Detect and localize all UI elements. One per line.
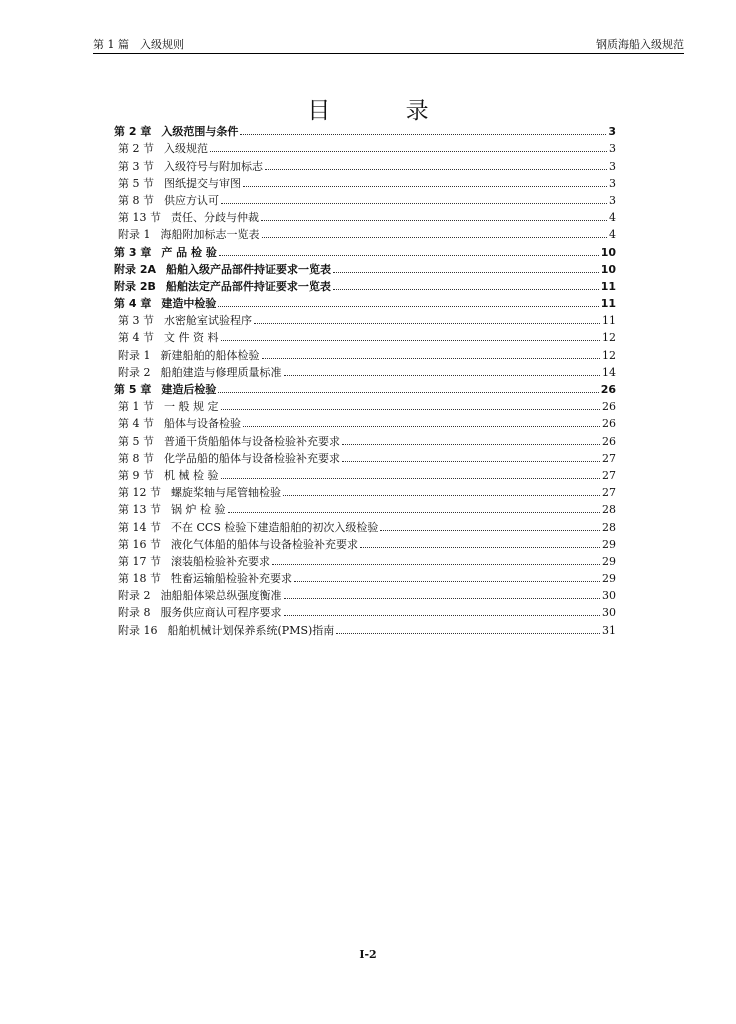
- toc-entry[interactable]: [114, 241, 616, 258]
- toc-entry[interactable]: [114, 224, 616, 241]
- toc-entry[interactable]: [114, 551, 616, 568]
- toc-entry-label: 第 4 节: [118, 417, 154, 431]
- dot-leader: [243, 426, 600, 427]
- toc-entry-label: 第 3 节: [118, 314, 154, 328]
- toc-entry[interactable]: [114, 379, 616, 396]
- toc-entry-title: 一 般 规 定: [164, 400, 219, 414]
- toc-entry-title: 入级范围与条件: [161, 125, 239, 139]
- toc-entry-title: 产 品 检 验: [161, 245, 217, 259]
- toc-entry-page: 3: [609, 193, 616, 207]
- toc-entry-page: 30: [602, 606, 616, 620]
- toc-entry-page: 27: [602, 486, 616, 500]
- dot-leader: [221, 478, 601, 479]
- dot-leader: [262, 237, 608, 238]
- toc-entry-title: 螺旋桨轴与尾管轴检验: [171, 486, 281, 500]
- toc-entry[interactable]: [114, 207, 616, 224]
- dot-leader: [360, 547, 600, 548]
- dot-leader: [221, 409, 601, 410]
- toc-entry-title: 服务供应商认可程序要求: [160, 606, 282, 620]
- toc-entry-label: 第 5 节: [118, 176, 154, 190]
- dot-leader: [284, 598, 601, 599]
- toc-entry[interactable]: [114, 276, 616, 293]
- toc-entry[interactable]: [114, 448, 616, 465]
- toc-entry[interactable]: [114, 362, 616, 379]
- toc-entry-page: 3: [609, 142, 616, 156]
- dot-leader: [218, 392, 598, 393]
- toc-entry-label: 第 9 节: [118, 468, 154, 482]
- dot-leader: [228, 512, 601, 513]
- toc-entry-label: 第 14 节: [118, 520, 161, 534]
- toc-entry-label: 附录 2A: [114, 262, 156, 276]
- dot-leader: [221, 203, 607, 204]
- toc-entry-title: 海船附加标志一览表: [160, 228, 260, 242]
- dot-leader: [240, 134, 606, 135]
- toc-entry-label: 第 16 节: [118, 537, 161, 551]
- toc-entry-title: 供应方认可: [164, 193, 219, 207]
- toc-entry-page: 31: [602, 623, 616, 637]
- toc-entry[interactable]: [114, 534, 616, 551]
- toc-entry-page: 27: [602, 451, 616, 465]
- toc-entry-label: 第 5 章: [114, 383, 152, 396]
- toc-entry-label: 第 8 节: [118, 451, 154, 465]
- toc-entry[interactable]: [114, 259, 616, 276]
- toc-entry-label: 附录 8: [118, 606, 151, 620]
- header-rule: [93, 53, 684, 54]
- toc-entry-label: 附录 2: [118, 365, 151, 379]
- toc-entry-label: 第 4 章: [114, 297, 152, 311]
- toc-entry-label: 第 13 节: [118, 503, 161, 517]
- toc-entry[interactable]: [114, 138, 616, 155]
- page-header: [93, 36, 684, 52]
- toc-entry-title: 船舶建造与修理质量标准: [160, 365, 282, 379]
- toc-entry-page: 12: [602, 348, 616, 362]
- toc-entry-page: 14: [602, 365, 616, 379]
- toc-entry-label: 第 2 章: [114, 125, 152, 139]
- dot-leader: [254, 323, 600, 324]
- toc-entry-page: 10: [600, 245, 616, 259]
- toc-entry[interactable]: [114, 465, 616, 482]
- toc-entry[interactable]: [114, 499, 616, 516]
- toc-entry-page: 4: [609, 228, 616, 242]
- toc-entry-title: 入级规范: [164, 142, 208, 156]
- dot-leader: [294, 581, 600, 582]
- toc-entry-title: 锅 炉 检 验: [171, 503, 226, 517]
- toc-entry-label: 附录 1: [118, 348, 151, 362]
- toc-entry-label: 第 3 章: [114, 245, 152, 259]
- dot-leader: [221, 340, 601, 341]
- toc-entry-title: 新建船舶的船体检验: [160, 348, 260, 362]
- toc-entry-page: 28: [602, 520, 616, 534]
- toc-entry-page: 29: [602, 537, 616, 551]
- toc-entry[interactable]: [114, 430, 616, 447]
- toc-entry-title: 化学品船的船体与设备检验补充要求: [164, 451, 340, 465]
- toc-entry[interactable]: [114, 121, 616, 138]
- toc-entry-page: 10: [600, 262, 616, 276]
- dot-leader: [284, 375, 601, 376]
- dot-leader: [262, 358, 601, 359]
- toc-entry-label: 第 17 节: [118, 554, 161, 568]
- dot-leader: [284, 615, 601, 616]
- toc-entry-title: 图纸提交与审图: [164, 176, 241, 190]
- header-right: 钢质海船入级规范: [596, 38, 684, 51]
- toc-entry[interactable]: [114, 190, 616, 207]
- toc-entry-page: 30: [602, 589, 616, 603]
- dot-leader: [261, 220, 607, 221]
- toc-entry-title: 水密舱室试验程序: [164, 314, 252, 328]
- dot-leader: [333, 289, 599, 290]
- toc-entry[interactable]: [114, 568, 616, 585]
- toc-entry-page: 11: [600, 279, 616, 293]
- dot-leader: [243, 186, 607, 187]
- dot-leader: [380, 530, 600, 531]
- toc-entry-label: 附录 16: [118, 623, 158, 637]
- toc-entry-title: 不在 CCS 检验下建造船舶的初次入级检验: [171, 520, 379, 534]
- toc-title: 目 录: [307, 98, 463, 124]
- toc-entry-page: 26: [600, 383, 616, 396]
- toc-entry-title: 油船船体梁总纵强度衡准: [160, 589, 282, 603]
- toc-entry[interactable]: [114, 585, 616, 602]
- toc-entry-label: 第 12 节: [118, 486, 161, 500]
- toc-entry-title: 滚装船检验补充要求: [171, 554, 270, 568]
- toc-entry-label: 第 5 节: [118, 434, 154, 448]
- toc-entry-page: 28: [602, 503, 616, 517]
- toc-entry-page: 29: [602, 572, 616, 586]
- dot-leader: [265, 169, 607, 170]
- toc-entry-title: 普通干货船船体与设备检验补充要求: [164, 434, 340, 448]
- toc-entry-title: 建造后检验: [161, 383, 217, 396]
- toc-entry[interactable]: [114, 344, 616, 361]
- toc-entry-title: 建造中检验: [161, 297, 217, 311]
- toc-entry[interactable]: [114, 310, 616, 327]
- toc-entry-page: 3: [608, 125, 616, 139]
- toc-entry-label: 第 3 节: [118, 159, 154, 173]
- toc-entry[interactable]: [114, 619, 616, 636]
- dot-leader: [342, 461, 600, 462]
- toc-entry-title: 文 件 资 料: [164, 331, 219, 345]
- toc-entry-title: 船体与设备检验: [164, 417, 241, 431]
- toc-entry-title: 责任、分歧与仲裁: [171, 211, 259, 225]
- toc-entry[interactable]: [114, 516, 616, 533]
- toc-entry-page: 4: [609, 211, 616, 225]
- toc-entry[interactable]: [114, 327, 616, 344]
- toc-entry-page: 11: [602, 314, 616, 328]
- toc-entry-label: 第 2 节: [118, 142, 154, 156]
- toc-entry-label: 第 8 节: [118, 193, 154, 207]
- toc-entry-page: 3: [609, 176, 616, 190]
- toc-entry-page: 12: [602, 331, 616, 345]
- toc-entry-label: 第 4 节: [118, 331, 154, 345]
- dot-leader: [219, 255, 599, 256]
- toc-entry-label: 附录 1: [118, 228, 151, 242]
- toc-entry-title: 牲畜运输船检验补充要求: [171, 572, 292, 586]
- toc-entry-title: 船舶入级产品部件持证要求一览表: [166, 262, 331, 276]
- header-left: 第 1 篇 入级规则: [93, 38, 184, 51]
- dot-leader: [210, 151, 607, 152]
- toc-entry-title: 船舶机械计划保养系统(PMS)指南: [167, 623, 335, 637]
- toc-entry[interactable]: [114, 413, 616, 430]
- toc-entry-title: 船舶法定产品部件持证要求一览表: [165, 279, 331, 293]
- toc-entry[interactable]: [114, 602, 616, 619]
- toc-entry-page: 26: [602, 417, 616, 431]
- dot-leader: [336, 633, 600, 634]
- dot-leader: [283, 495, 600, 496]
- toc-entry[interactable]: [114, 173, 616, 190]
- toc-entry-label: 第 1 节: [118, 400, 154, 414]
- dot-leader: [342, 444, 600, 445]
- toc-entry-title: 液化气体船的船体与设备检验补充要求: [171, 537, 358, 551]
- toc-entry-page: 11: [600, 297, 616, 311]
- toc-entry-label: 第 13 节: [118, 211, 161, 225]
- toc-entry-page: 26: [602, 434, 616, 448]
- toc-entry[interactable]: [114, 396, 616, 413]
- toc-entry-page: 29: [602, 554, 616, 568]
- toc-entry-label: 附录 2: [118, 589, 151, 603]
- toc-entry-label: 附录 2B: [114, 279, 156, 293]
- toc-entry[interactable]: [114, 155, 616, 172]
- toc-entry-page: 3: [609, 159, 616, 173]
- toc-entry-label: 第 18 节: [118, 572, 161, 586]
- toc-entry-page: 26: [602, 400, 616, 414]
- table-of-contents: [114, 121, 616, 637]
- toc-entry-page: 27: [602, 468, 616, 482]
- dot-leader: [218, 306, 598, 307]
- toc-entry-title: 入级符号与附加标志: [164, 159, 263, 173]
- toc-entry-title: 机 械 检 验: [164, 468, 219, 482]
- dot-leader: [272, 564, 600, 565]
- toc-entry[interactable]: [114, 293, 616, 310]
- page-number: I-2: [359, 948, 377, 961]
- toc-entry[interactable]: [114, 482, 616, 499]
- dot-leader: [333, 272, 599, 273]
